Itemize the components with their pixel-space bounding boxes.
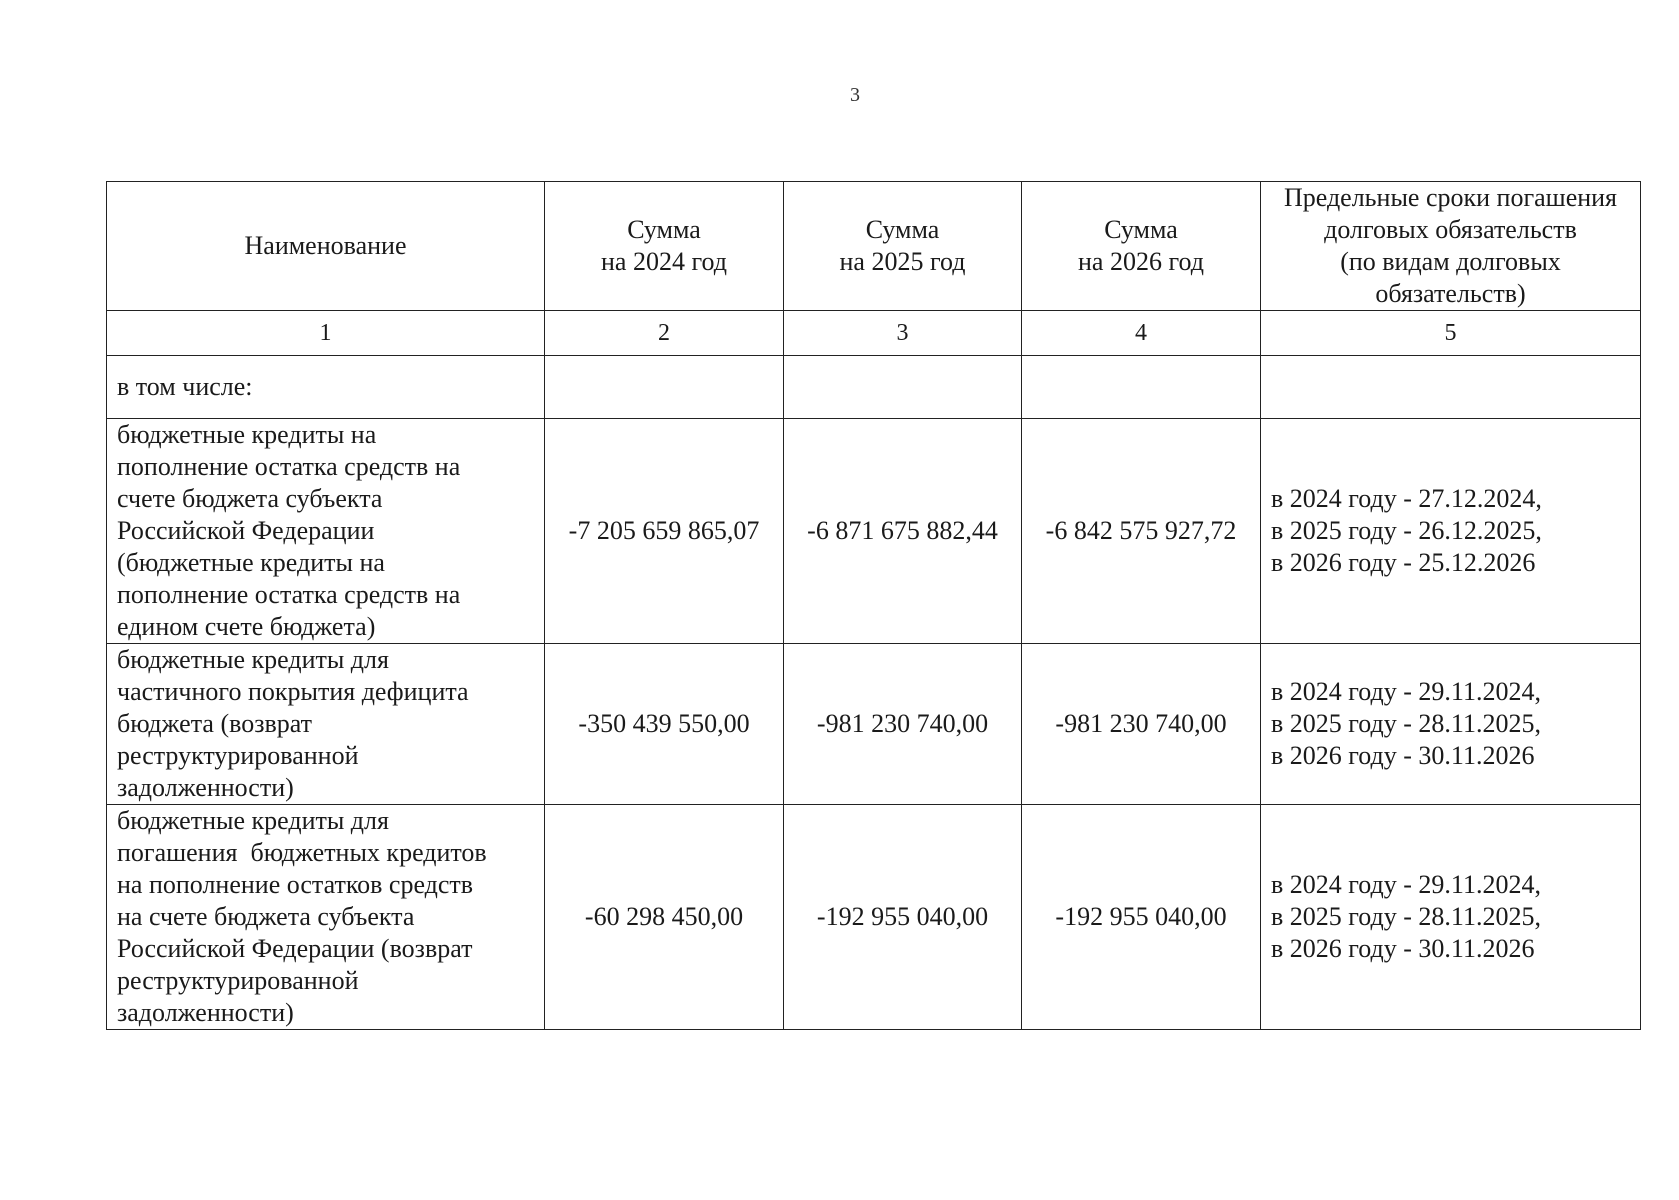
table-row bbox=[107, 419, 1641, 644]
amount-2025: -6 871 675 882,44 bbox=[784, 419, 1022, 644]
amount-2024: -350 439 550,00 bbox=[545, 644, 784, 805]
deadlines: в 2024 году - 27.12.2024, в 2025 году - 26.12.2025, в 2026 году - 25.12.2026 bbox=[1261, 419, 1641, 644]
amount-2024: -7 205 659 865,07 bbox=[545, 419, 784, 644]
header-deadlines: Предельные сроки погашения долговых обязательств (по видам долговых обязательств) bbox=[1261, 182, 1641, 311]
column-number: 3 bbox=[784, 311, 1022, 356]
empty-cell bbox=[1022, 356, 1261, 419]
header-name: Наименование bbox=[107, 182, 545, 311]
header-row bbox=[107, 182, 1641, 311]
empty-cell bbox=[545, 356, 784, 419]
budget-table bbox=[106, 181, 1641, 1030]
row-name: бюджетные кредиты для частичного покрытия дефицита бюджета (возврат реструктурированной задолженности) bbox=[107, 644, 545, 805]
amount-2025: -981 230 740,00 bbox=[784, 644, 1022, 805]
column-number-row bbox=[107, 311, 1641, 356]
empty-cell bbox=[784, 356, 1022, 419]
amount-2024: -60 298 450,00 bbox=[545, 805, 784, 1030]
table-row bbox=[107, 644, 1641, 805]
row-name: бюджетные кредиты на пополнение остатка средств на счете бюджета субъекта Российской Федерации (бюджетные кредиты на пополнение остатка средств на едином счете бюджета) bbox=[107, 419, 545, 644]
table-row bbox=[107, 805, 1641, 1030]
amount-2025: -192 955 040,00 bbox=[784, 805, 1022, 1030]
column-number: 1 bbox=[107, 311, 545, 356]
amount-2026: -6 842 575 927,72 bbox=[1022, 419, 1261, 644]
header-sum-2025: Сумма на 2025 год bbox=[784, 182, 1022, 311]
header-sum-2024: Сумма на 2024 год bbox=[545, 182, 784, 311]
empty-cell bbox=[1261, 356, 1641, 419]
amount-2026: -192 955 040,00 bbox=[1022, 805, 1261, 1030]
column-number: 2 bbox=[545, 311, 784, 356]
including-row bbox=[107, 356, 1641, 419]
deadlines: в 2024 году - 29.11.2024, в 2025 году - 28.11.2025, в 2026 году - 30.11.2026 bbox=[1261, 644, 1641, 805]
row-name: бюджетные кредиты для погашения бюджетных кредитов на пополнение остатков средств на счете бюджета субъекта Российской Федерации (возврат реструктурированной задолженности) bbox=[107, 805, 545, 1030]
deadlines: в 2024 году - 29.11.2024, в 2025 году - 28.11.2025, в 2026 году - 30.11.2026 bbox=[1261, 805, 1641, 1030]
column-number: 4 bbox=[1022, 311, 1261, 356]
including-label: в том числе: bbox=[107, 356, 545, 419]
page-number: 3 bbox=[850, 84, 860, 106]
amount-2026: -981 230 740,00 bbox=[1022, 644, 1261, 805]
header-sum-2026: Сумма на 2026 год bbox=[1022, 182, 1261, 311]
column-number: 5 bbox=[1261, 311, 1641, 356]
